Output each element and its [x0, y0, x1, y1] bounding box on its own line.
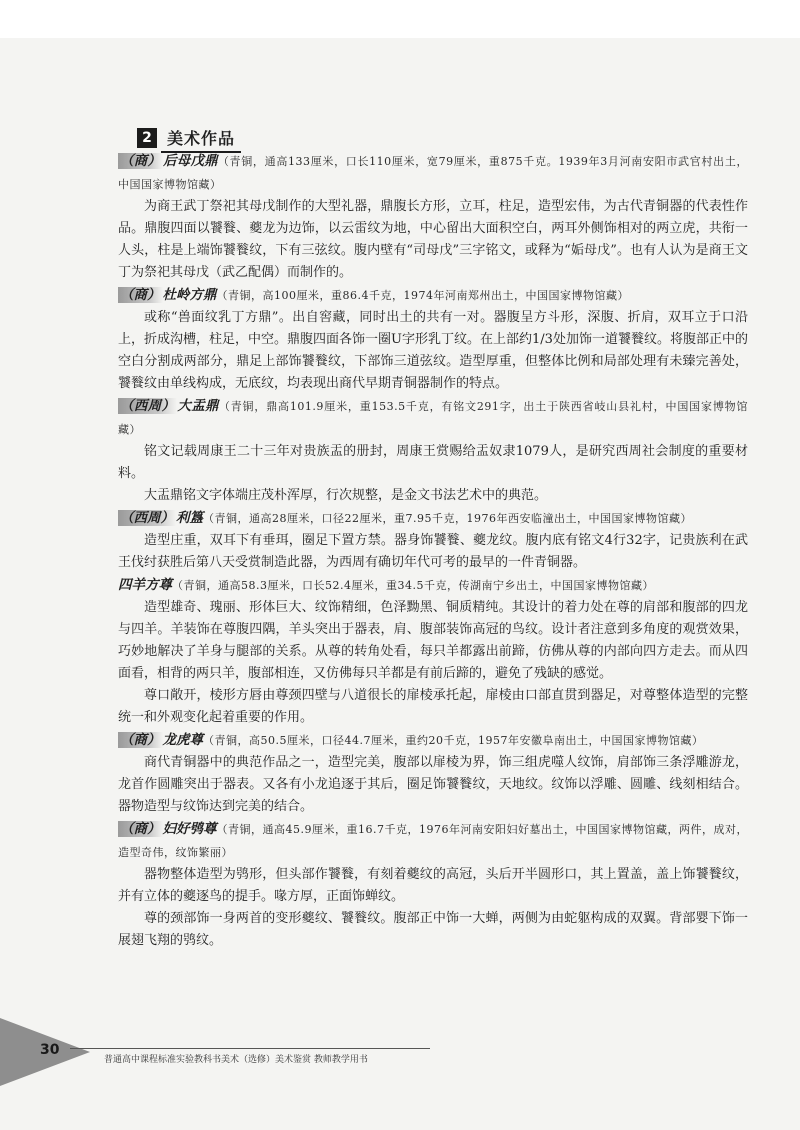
artwork-entry-heading: [118, 507, 748, 530]
artwork-details: （青铜，通高58.3厘米，口长52.4厘米，重34.5千克，传湖南宁乡出土，中国国家博物馆藏）: [172, 579, 654, 592]
page-number: 30: [40, 1042, 60, 1058]
artwork-name: 四羊方尊: [118, 577, 172, 593]
artwork-name: 利簋: [176, 510, 203, 526]
artwork-description: 铭文记载周康王二十三年对贵族盂的册封，周康王赏赐给盂奴隶1079人，是研究西周社会制度的重要材料。: [118, 444, 748, 481]
artwork-dynasty: （商）: [120, 287, 161, 303]
artwork-name: 妇好鸮尊: [162, 821, 217, 837]
artwork-dynasty: （西周）: [120, 398, 176, 414]
artwork-description: 尊口敞开，棱形方唇由尊颈四壁与八道很长的扉棱承托起，扉棱由口部直贯到器足，对尊整体造型的完整统一和外观变化起着重要的作用。: [118, 688, 748, 725]
artwork-description: 商代青铜器中的典范作品之一，造型完美，腹部以扉棱为界，饰三组虎噬人纹饰，肩部饰三条浮雕游龙，龙首作圆雕突出于器表。又各有小龙追逐于其后，圈足饰饕餮纹，天地纹。纹饰以浮雕、圆雕、线刻相结合。器物造型与纹饰达到完美的结合。: [118, 755, 748, 814]
section-number: 2: [137, 128, 157, 148]
artwork-description: 大盂鼎铭文字体端庄茂朴浑厚，行次规整，是金文书法艺术中的典范。: [144, 488, 548, 503]
artwork-entry-heading: [118, 150, 748, 196]
artwork-dynasty: （商）: [120, 821, 161, 837]
artwork-details: （青铜，高50.5厘米，口径44.7厘米，重约20千克，1957年安徽阜南出土，中国国家博物馆藏）: [203, 734, 704, 747]
artwork-name: 大盂鼎: [177, 398, 219, 414]
artwork-dynasty: （商）: [120, 153, 162, 169]
artwork-entry-heading: [118, 574, 748, 597]
artwork-entry-heading: [118, 818, 748, 864]
artwork-name: 后母戊鼎: [163, 153, 218, 169]
footer-book-title: 普通高中课程标准实验教科书美术（选修）美术鉴赏 教师教学用书: [104, 1055, 368, 1065]
artwork-dynasty: （商）: [120, 732, 161, 748]
section-title: 美术作品: [161, 124, 241, 153]
artwork-details: （青铜，通高28厘米，口径22厘米，重7.95千克，1976年西安临潼出土，中国国家博物馆藏）: [203, 512, 692, 525]
article-body: [118, 150, 748, 952]
artwork-details: （青铜，高100厘米，重86.4千克，1974年河南郑州出土，中国国家博物馆藏）: [216, 289, 629, 302]
artwork-description: 造型庄重，双耳下有垂珥，圈足下置方禁。器身饰饕餮、夔龙纹。腹内底有铭文4行32字，记贵族利在武王伐纣获胜后第八天受赏制造此器，为西周有确切年代可考的最早的一件青铜器。: [118, 533, 748, 570]
artwork-description: 造型雄奇、瑰丽、形体巨大、纹饰精细，色泽黝黑、铜质精纯。其设计的着力处在尊的肩部和腹部的四龙与四羊。羊装饰在尊腹四隅，羊头突出于器表，肩、腹部装饰高冠的鸟纹。设计者注意到多角度的观赏效果，巧妙地解决了羊身与腿部的关系。从尊的转角处看，每只羊都露出前蹄，仿佛从尊的内部向四方走去。而从四面看，相背的两只羊，腹部相连，又仿佛每只羊都是有前后蹄的，避免了残缺的感觉。: [118, 600, 748, 681]
artwork-dynasty: （西周）: [120, 510, 174, 526]
artwork-description: 为商王武丁祭祀其母戊制作的大型礼器，鼎腹长方形，立耳，柱足，造型宏伟，为古代青铜器的代表性作品。鼎腹四面以饕餮、夔龙为边饰，以云雷纹为地，中心留出大面积空白，两耳外侧饰相对的两立虎，共衔一人头，柱是上端饰饕餮纹，下有三弦纹。腹内壁有“司母戊”三字铭文，或释为“姤母戊”。也有人认为是商王文丁为祭祀其母戊（武乙配偶）而制作的。: [118, 199, 748, 280]
artwork-entry-heading: [118, 395, 748, 441]
artwork-description: 或称“兽面纹乳丁方鼎”。出自窖藏，同时出土的共有一对。器腹呈方斗形，深腹、折肩，双耳立于口沿上，折成沟槽，柱足，中空。鼎腹四面各饰一圈U字形乳丁纹。在上部约1/3处加饰一道饕餮纹。将腹部正中的空白分割成两部分，鼎足上部饰饕餮纹，下部饰三道弦纹。造型厚重，但整体比例和局部处理有未臻完善处，饕餮纹由单线构成，无底纹，均表现出商代早期青铜器制作的特点。: [118, 310, 748, 391]
footer-divider: [70, 1048, 430, 1049]
artwork-name: 龙虎尊: [162, 732, 203, 748]
artwork-name: 杜岭方鼎: [162, 287, 217, 303]
artwork-details: （青铜，鼎高101.9厘米，重153.5千克，有铭文291字，出土于陕西省岐山县礼村，中国国家博物馆藏）: [118, 400, 749, 436]
artwork-description: 尊的颈部饰一身两首的变形夔纹、饕餮纹。腹部正中饰一大蝉，两侧为由蛇躯构成的双翼。背部婴下饰一展翅飞翔的鸮纹。: [118, 911, 748, 948]
artwork-entry-heading: [118, 729, 748, 752]
artwork-details: （青铜，通高45.9厘米，重16.7千克，1976年河南安阳妇好墓出土，中国国家博物馆藏，两件，成对，造型奇伟，纹饰繁丽）: [118, 823, 749, 859]
section-heading: [137, 124, 241, 152]
artwork-description: 器物整体造型为鸮形，但头部作饕餮，有刻着夔纹的高冠，头后开半圆形口，其上置盖，盖上饰饕餮纹，并有立体的夔逐鸟的提手。喙方厚，正面饰蝉纹。: [118, 867, 748, 904]
artwork-entry-heading: [118, 284, 748, 307]
artwork-details: （青铜，通高133厘米，口长110厘米，宽79厘米，重875千克。1939年3月河南安阳市武官村出土，中国国家博物馆藏）: [118, 155, 749, 191]
